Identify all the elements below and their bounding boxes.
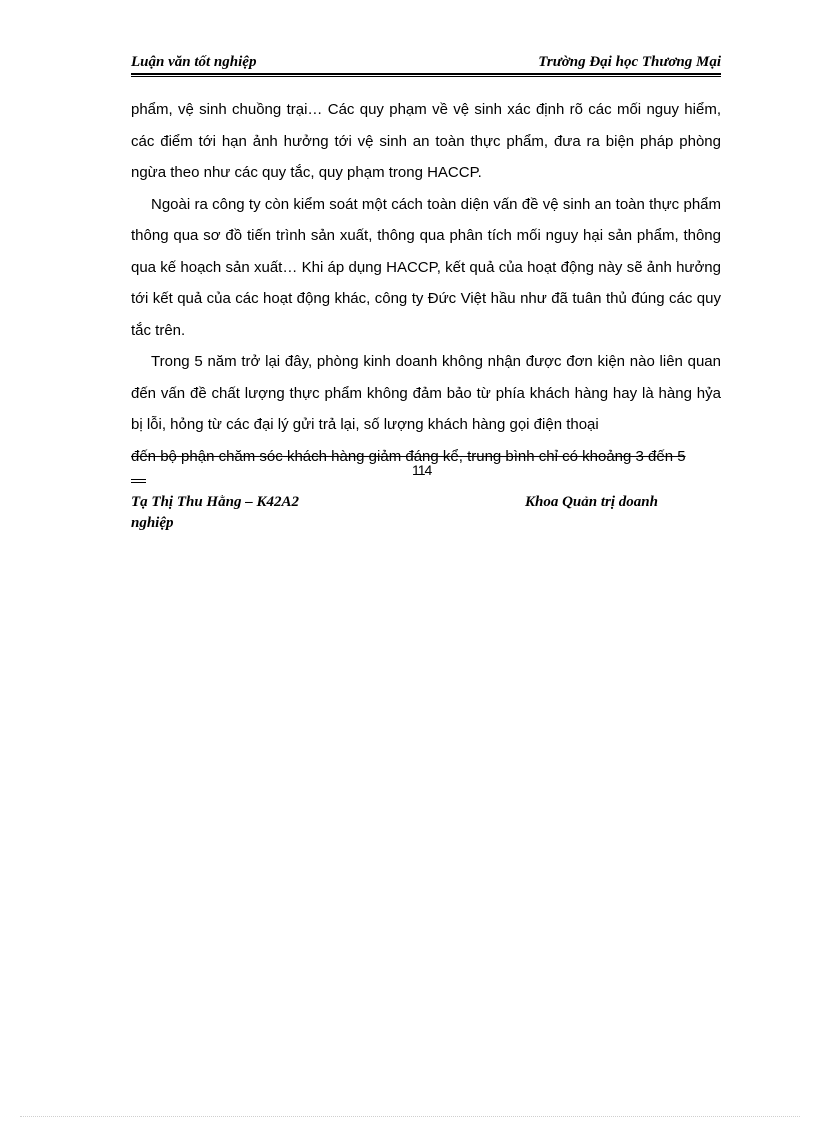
paragraph-complaints: Trong 5 năm trở lại đây, phòng kinh doanh không nhận được đơn kiện nào liên quan đến vấn đề chất lượng thực phẩm không đảm bảo từ phía khách hàng hay là hàng hỷa bị lỗi, hỏng từ các đại lý gửi trả lại, số lượng khách hàng gọi điện thoại [131, 353, 721, 433]
header-right-institution: Trường Đại học Thương Mại [538, 54, 721, 70]
struck-text: đến bộ phận chăm sóc khách hàng giảm đáng kể, trung bình chỉ có khoảng 3 đến 5 [131, 447, 686, 465]
paragraph-haccp-control: Ngoài ra công ty còn kiểm soát một cách toàn diện vấn đề vệ sinh an toàn thực phẩm thông qua sơ đồ tiến trình sản xuất, thông qua phân tích mối nguy hại sản phẩm, thông qua kế hoạch sản xuất… Khi áp dụng HACCP, kết quả của hoạt động này sẽ ảnh hưởng tới kết quả của các hoạt động khác, công ty Đức Việt hầu như đã tuân thủ đúng các quy tắc trên. [131, 195, 721, 339]
paragraph-continuation: phẩm, vệ sinh chuồng trại… Các quy phạm về vệ sinh xác định rõ các mối nguy hiểm, các điểm tới hạn ảnh hưởng tới vệ sinh an toàn thực phẩm, đưa ra biện pháp phòng ngừa theo như các quy tắc, quy phạm trong HACCP. [131, 101, 721, 181]
page-number: 114 [412, 462, 432, 478]
header-left-title: Luận văn tốt nghiệp [131, 54, 257, 70]
footer-mark [131, 479, 146, 480]
header-rule [131, 73, 721, 75]
footer-faculty-wrap: nghiệp [131, 515, 174, 531]
header-rule-thin [131, 76, 721, 77]
footer-faculty: Khoa Quản trị doanh [525, 494, 658, 510]
page-header [131, 54, 721, 74]
page-bottom-border [20, 1116, 800, 1117]
footer-author: Tạ Thị Thu Hằng – K42A2 [131, 494, 299, 510]
footer-mark-2 [131, 482, 146, 483]
body-text [131, 94, 721, 472]
